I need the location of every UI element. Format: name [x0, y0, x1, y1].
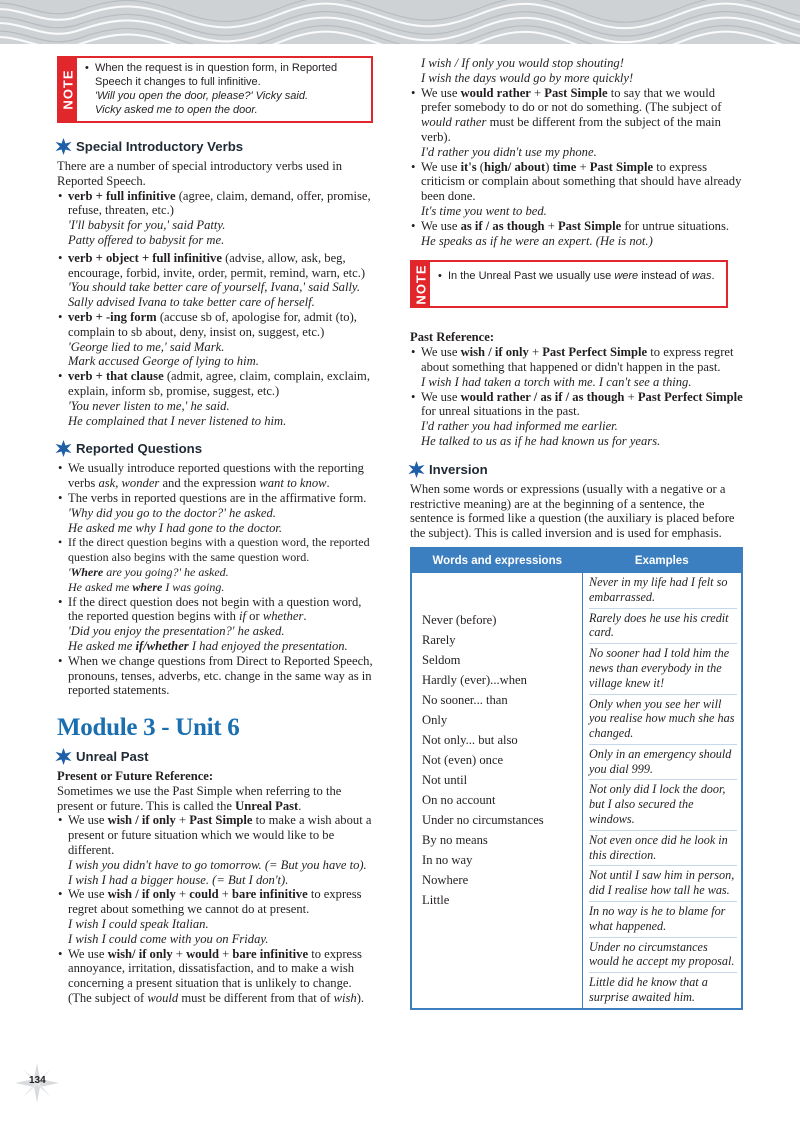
list-item: • We use wish / if only + Past Simple to make a wish about a present or future situation which we would like to be different. I wish you didn't have to go tomorrow. (= But you have to). I wish I had a bigger house. (= But I don't).	[57, 813, 375, 887]
note-tab: NOTE	[59, 58, 77, 121]
list-item: • We use as if / as though + Past Simple for untrue situations. He speaks as if he were an expert. (He is not.)	[410, 219, 745, 249]
list-item: • We use wish/ if only + would + bare infinitive to express annoyance, irritation, dissatisfaction, and to make a wish concerning a present situation that is unlikely to change. (The subject of would must be different from that of wish).	[57, 947, 375, 1006]
star-icon	[55, 138, 72, 155]
example-sentence: Not until I saw him in person, did I realise how tall he was.	[589, 866, 737, 902]
list-item: • We usually introduce reported questions with the reporting verbs ask, wonder and the expression want to know.	[57, 461, 375, 491]
expression: Rarely	[422, 632, 456, 647]
note-text: • In the Unreal Past we usually use were instead of was.	[438, 269, 718, 283]
list-item: • verb + -ing form (accuse sb of, apologise for, admit (to), complain to sb about, deny, insist on, suggest, etc.) 'George lied to me,' said Mark. Mark accused George of lying to him.	[57, 310, 375, 369]
subheading: Past Reference:	[410, 330, 495, 345]
example-sentence: In no way is he to blame for what happened.	[589, 902, 737, 938]
list-item: • We use wish / if only + Past Perfect Simple to express regret about something that happened or didn't happen in the past. I wish I had taken a torch with me. I can't see a thing.	[410, 345, 745, 389]
expression: Little	[422, 892, 450, 907]
unreal-past-list	[57, 813, 375, 1005]
expression: In no way	[422, 852, 473, 867]
expression: By no means	[422, 832, 488, 847]
star-icon	[408, 461, 425, 478]
column-header-examples: Examples	[583, 548, 743, 573]
expression: Only	[422, 712, 448, 727]
list-item: • If the direct question begins with a question word, the reported question also begins with the same question word. 'Where are you going?' he asked. He asked me where I was going.	[57, 535, 375, 594]
section-heading-special-verbs: Special Introductory Verbs	[55, 138, 375, 155]
past-reference-list	[410, 345, 745, 449]
decorative-header-banner	[0, 0, 800, 44]
section-heading-inversion: Inversion	[408, 461, 745, 478]
expression: No sooner... than	[422, 692, 508, 707]
list-item: • We use would rather / as if / as though + Past Perfect Simple for unreal situations in the past. I'd rather you had informed me earlier. He talked to us as if he had known us for years.	[410, 390, 745, 449]
list-item: • The verbs in reported questions are in the affirmative form. 'Why did you go to the doctor?' he asked. He asked me why I had gone to the doctor.	[57, 491, 375, 535]
example: I wish the days would go by more quickly!	[421, 70, 634, 85]
module-title: Module 3 - Unit 6	[57, 714, 240, 742]
list-item: • verb + object + full infinitive (advise, allow, ask, beg, encourage, forbid, invite, order, permit, remind, warn, etc.) 'You should take better care of yourself, Ivana,' said Sally. Sally advised Ivana to take better care of herself.	[57, 251, 375, 310]
reported-questions-list	[57, 461, 375, 698]
left-column	[57, 56, 375, 1006]
expression: Seldom	[422, 652, 461, 667]
example-sentence: Never in my life had I felt so embarrassed.	[589, 573, 737, 609]
section-heading-unreal-past: Unreal Past	[55, 748, 375, 765]
examples-cell	[583, 573, 743, 1009]
subheading: Present or Future Reference:	[57, 769, 214, 784]
note-example: 'Will you open the door, please?' Vicky said.	[95, 90, 309, 102]
expression: Under no circumstances	[422, 812, 544, 827]
note-box-unreal-past	[410, 260, 728, 308]
unreal-past-list-continued	[410, 86, 745, 249]
list-item: • We use it's (high/ about) time + Past Simple to express criticism or complain about something that should have already been done. It's time you went to bed.	[410, 160, 745, 219]
note-example: Vicky asked me to open the door.	[95, 104, 258, 116]
example-sentence: Little did he know that a surprise awaited him.	[589, 975, 708, 1005]
list-item: • We use would rather + Past Simple to say that we would prefer somebody to do or not do something. (The subject of would rather must be different from the subject of the main verb). I'd rather you didn't use my phone.	[410, 86, 745, 160]
expression: Not only... but also	[422, 732, 518, 747]
list-item: • We use wish / if only + could + bare infinitive to express regret about something we cannot do at present. I wish I could speak Italian. I wish I could come with you on Friday.	[57, 887, 375, 946]
inversion-table	[410, 547, 743, 1010]
paragraph: There are a number of special introductory verbs used in Reported Speech.	[57, 159, 343, 188]
section-heading-reported-questions: Reported Questions	[55, 440, 375, 457]
example-sentence: Not even once did he look in this direction.	[589, 831, 737, 867]
expression: Hardly (ever)...when	[422, 672, 527, 687]
column-header-words: Words and expressions	[411, 548, 583, 573]
words-cell	[411, 573, 583, 1009]
example-sentence: Not only did I lock the door, but I also secured the windows.	[589, 780, 737, 830]
example-sentence: Under no circumstances would he accept my proposal.	[589, 938, 737, 974]
list-item: • verb + that clause (admit, agree, claim, complain, exclaim, explain, inform sb, promise, suggest, etc.) 'You never listen to me,' he said. He complained that I never listened to him.	[57, 369, 375, 428]
expression: On no account	[422, 792, 496, 807]
example-sentence: Only in an emergency should you dial 999.	[589, 745, 737, 781]
star-icon	[55, 440, 72, 457]
note-text: • When the request is in question form, in Reported Speech it changes to full infinitive.	[85, 61, 363, 89]
right-column	[410, 56, 745, 1010]
list-item: • If the direct question does not begin with a question word, the reported question begins with if or whether. 'Did you enjoy the presentation?' he asked. He asked me if/whether I had enjoyed the presentation.	[57, 595, 375, 654]
special-verbs-list	[57, 189, 375, 429]
example-sentence: Only when you see her will you realise how much she has changed.	[589, 695, 737, 745]
expression: Not (even) once	[422, 752, 504, 767]
page-number: 134	[29, 1075, 46, 1086]
page-number-badge	[15, 1063, 59, 1103]
wave-pattern-icon	[0, 0, 800, 44]
example-sentence: Rarely does he use his credit card.	[589, 609, 737, 645]
expression: Nowhere	[422, 872, 469, 887]
example: I wish / If only you would stop shouting!	[421, 56, 624, 70]
list-item: • verb + full infinitive (agree, claim, demand, offer, promise, refuse, threaten, etc.) 'I'll babysit for you,' said Patty. Patty offered to babysit for me.	[57, 189, 375, 248]
paragraph: Sometimes we use the Past Simple when referring to the present or future. This is called the Unreal Past.	[57, 783, 342, 813]
list-item: • When we change questions from Direct to Reported Speech, pronouns, tenses, adverbs, etc. change in the same way as in reported statements.	[57, 654, 375, 698]
expression: Not until	[422, 772, 468, 787]
example-sentence: No sooner had I told him the news than everybody in the village knew it!	[589, 644, 737, 694]
expression: Never (before)	[422, 612, 497, 627]
paragraph: When some words or expressions (usually with a negative or a restrictive meaning) are at the beginning of a sentence, the sentence is formed like a question (the auxiliary is placed before the subject). This is called inversion and is used for emphasis.	[410, 481, 735, 541]
star-icon	[55, 748, 72, 765]
note-box-requests	[57, 56, 373, 123]
note-tab: NOTE	[413, 264, 429, 305]
